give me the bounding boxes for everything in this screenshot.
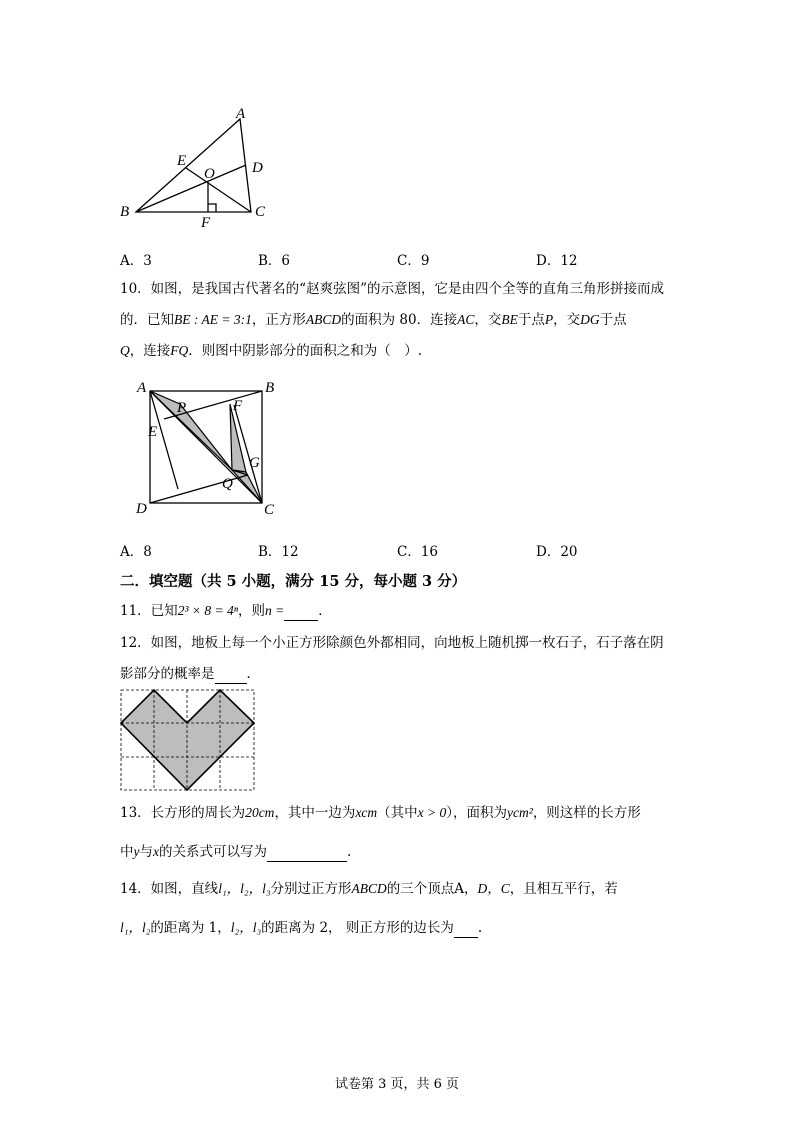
fig9-label-e: E xyxy=(177,153,187,169)
fig10-label-g: G xyxy=(249,455,260,471)
q10-option-c: C．16 xyxy=(397,544,439,560)
fig10-label-c: C xyxy=(264,502,275,518)
q12-line2: 影部分的概率是 ． xyxy=(120,666,260,682)
fig9-label-b: B xyxy=(120,204,130,220)
fig10-label-f: F xyxy=(233,398,243,414)
q10-option-b: B．12 xyxy=(258,544,299,560)
fig10-label-d: D xyxy=(136,501,147,517)
q11-line: 11．已知2³ × 8 = 4ⁿ，则n = ． xyxy=(120,603,332,619)
q9-option-c: C．9 xyxy=(397,253,430,269)
q10-option-d: D．20 xyxy=(536,544,578,560)
fig9-label-f: F xyxy=(201,215,211,231)
fig9-label-d: D xyxy=(252,160,263,176)
q10-line3: Q，连接FQ．则图中阴影部分的面积之和为（ ）. xyxy=(120,343,423,359)
fig10-label-b: B xyxy=(265,380,275,396)
q14-line1: 14．如图，直线l₁，l₂，l₃分别过正方形ABCD的三个顶点A，D，C，且相互平行，若 xyxy=(120,881,618,897)
fig9-label-c: C xyxy=(255,204,266,220)
q10-option-a: A．8 xyxy=(120,544,152,560)
fig9-label-a: A xyxy=(236,106,246,122)
q9-option-d: D．12 xyxy=(536,253,578,269)
q10-line1: 10．如图，是我国古代著名的“赵爽弦图”的示意图，它是由四个全等的直角三角形拼接而成 xyxy=(120,281,664,297)
section-heading: 二．填空题（共 5 小题，满分 15 分，每小题 3 分） xyxy=(120,573,467,590)
q13-line1: 13．长方形的周长为20cm，其中一边为xcm（其中x > 0），面积为ycm²，则这样的长方形 xyxy=(120,805,641,821)
q14-line2: l₁，l₂的距离为 1，l₂，l₃的距离为 2， 则正方形的边长为 . xyxy=(120,920,483,936)
fig10-label-e: E xyxy=(148,424,158,440)
fig10-label-p: P xyxy=(177,400,187,416)
fig9-label-o: O xyxy=(204,166,215,182)
page-footer: 试卷第 3 页，共 6 页 xyxy=(334,1077,460,1092)
q9-option-a: A．3 xyxy=(120,253,152,269)
q9-option-b: B．6 xyxy=(258,253,291,269)
fig10-label-a: A xyxy=(137,380,147,396)
q13-line2: 中y与x的关系式可以写为 . xyxy=(120,844,352,860)
fig10-label-q: Q xyxy=(222,476,233,492)
q10-line2: 的．已知BE : AE = 3:1，正方形ABCD的面积为 80．连接AC，交BE于点P，交DG于点 xyxy=(120,312,627,328)
q12-line1: 12．如图，地板上每一个小正方形除颜色外都相同，向地板上随机掷一枚石子，石子落在阴 xyxy=(120,635,664,651)
